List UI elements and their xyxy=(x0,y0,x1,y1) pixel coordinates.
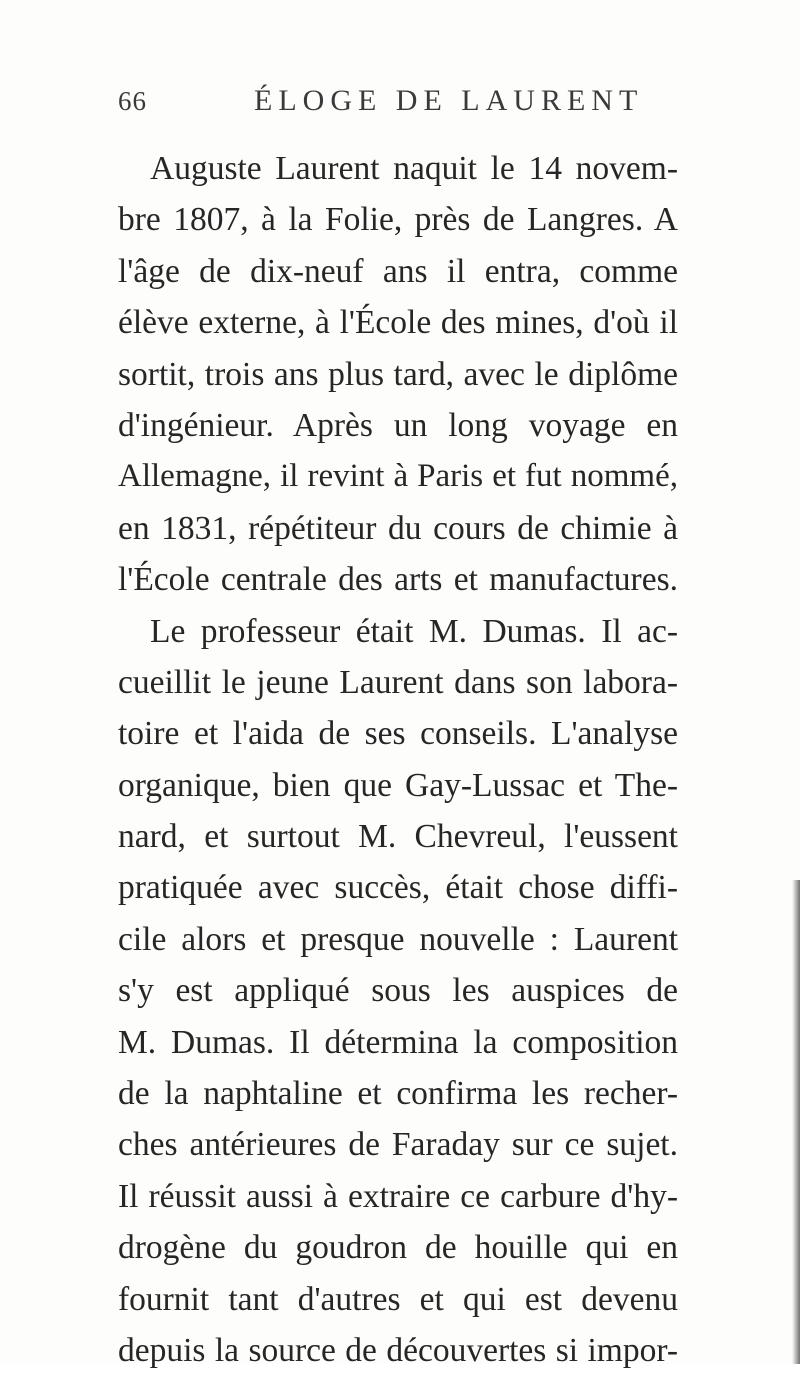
text-line: pratiquée avec succès, était chose diffi- xyxy=(118,869,678,907)
text-line: organique, bien que Gay-Lussac et The- xyxy=(118,766,678,804)
text-line: élève externe, à l'École des mines, d'où il xyxy=(118,304,678,342)
text-line: bre 1807, à la Folie, près de Langres. A xyxy=(118,201,678,239)
body-text xyxy=(118,143,678,1376)
text-line: drogène du goudron de houille qui en xyxy=(118,1229,678,1267)
text-line: l'École centrale des arts et manufactures. xyxy=(118,561,678,599)
text-line: Le professeur était M. Dumas. Il ac- xyxy=(150,612,678,650)
text-line: l'âge de dix-neuf ans il entra, comme xyxy=(118,252,678,290)
page-edge-shadow xyxy=(792,880,800,1364)
text-line: M. Dumas. Il détermina la composition xyxy=(118,1023,678,1061)
text-line: depuis la source de découvertes si impor- xyxy=(118,1331,678,1369)
text-line: cile alors et presque nouvelle : Laurent xyxy=(118,920,678,958)
text-line: d'ingénieur. Après un long voyage en xyxy=(118,406,678,444)
text-line: toire et l'aida de ses conseils. L'analyse xyxy=(118,715,678,753)
text-line: cueillit le jeune Laurent dans son labora- xyxy=(118,663,678,701)
text-line: nard, et surtout M. Chevreul, l'eussent xyxy=(118,818,678,856)
page-number: 66 xyxy=(118,86,147,116)
text-line: en 1831, répétiteur du cours de chimie à xyxy=(118,509,678,547)
running-title: ÉLOGE DE LAURENT xyxy=(254,84,644,117)
page-header xyxy=(118,84,678,128)
text-line: Allemagne, il revint à Paris et fut nommé, xyxy=(118,458,678,495)
text-line: Il réussit aussi à extraire ce carbure d'hy- xyxy=(118,1177,678,1215)
text-line: fournit tant d'autres et qui est devenu xyxy=(118,1280,678,1318)
text-line: ches antérieures de Faraday sur ce sujet. xyxy=(118,1126,678,1164)
text-line: sortit, trois ans plus tard, avec le diplôme xyxy=(118,355,678,393)
text-line: de la naphtaline et confirma les recher- xyxy=(118,1075,678,1113)
text-line: Auguste Laurent naquit le 14 novem- xyxy=(150,150,678,187)
text-line: s'y est appliqué sous les auspices de xyxy=(118,972,678,1010)
